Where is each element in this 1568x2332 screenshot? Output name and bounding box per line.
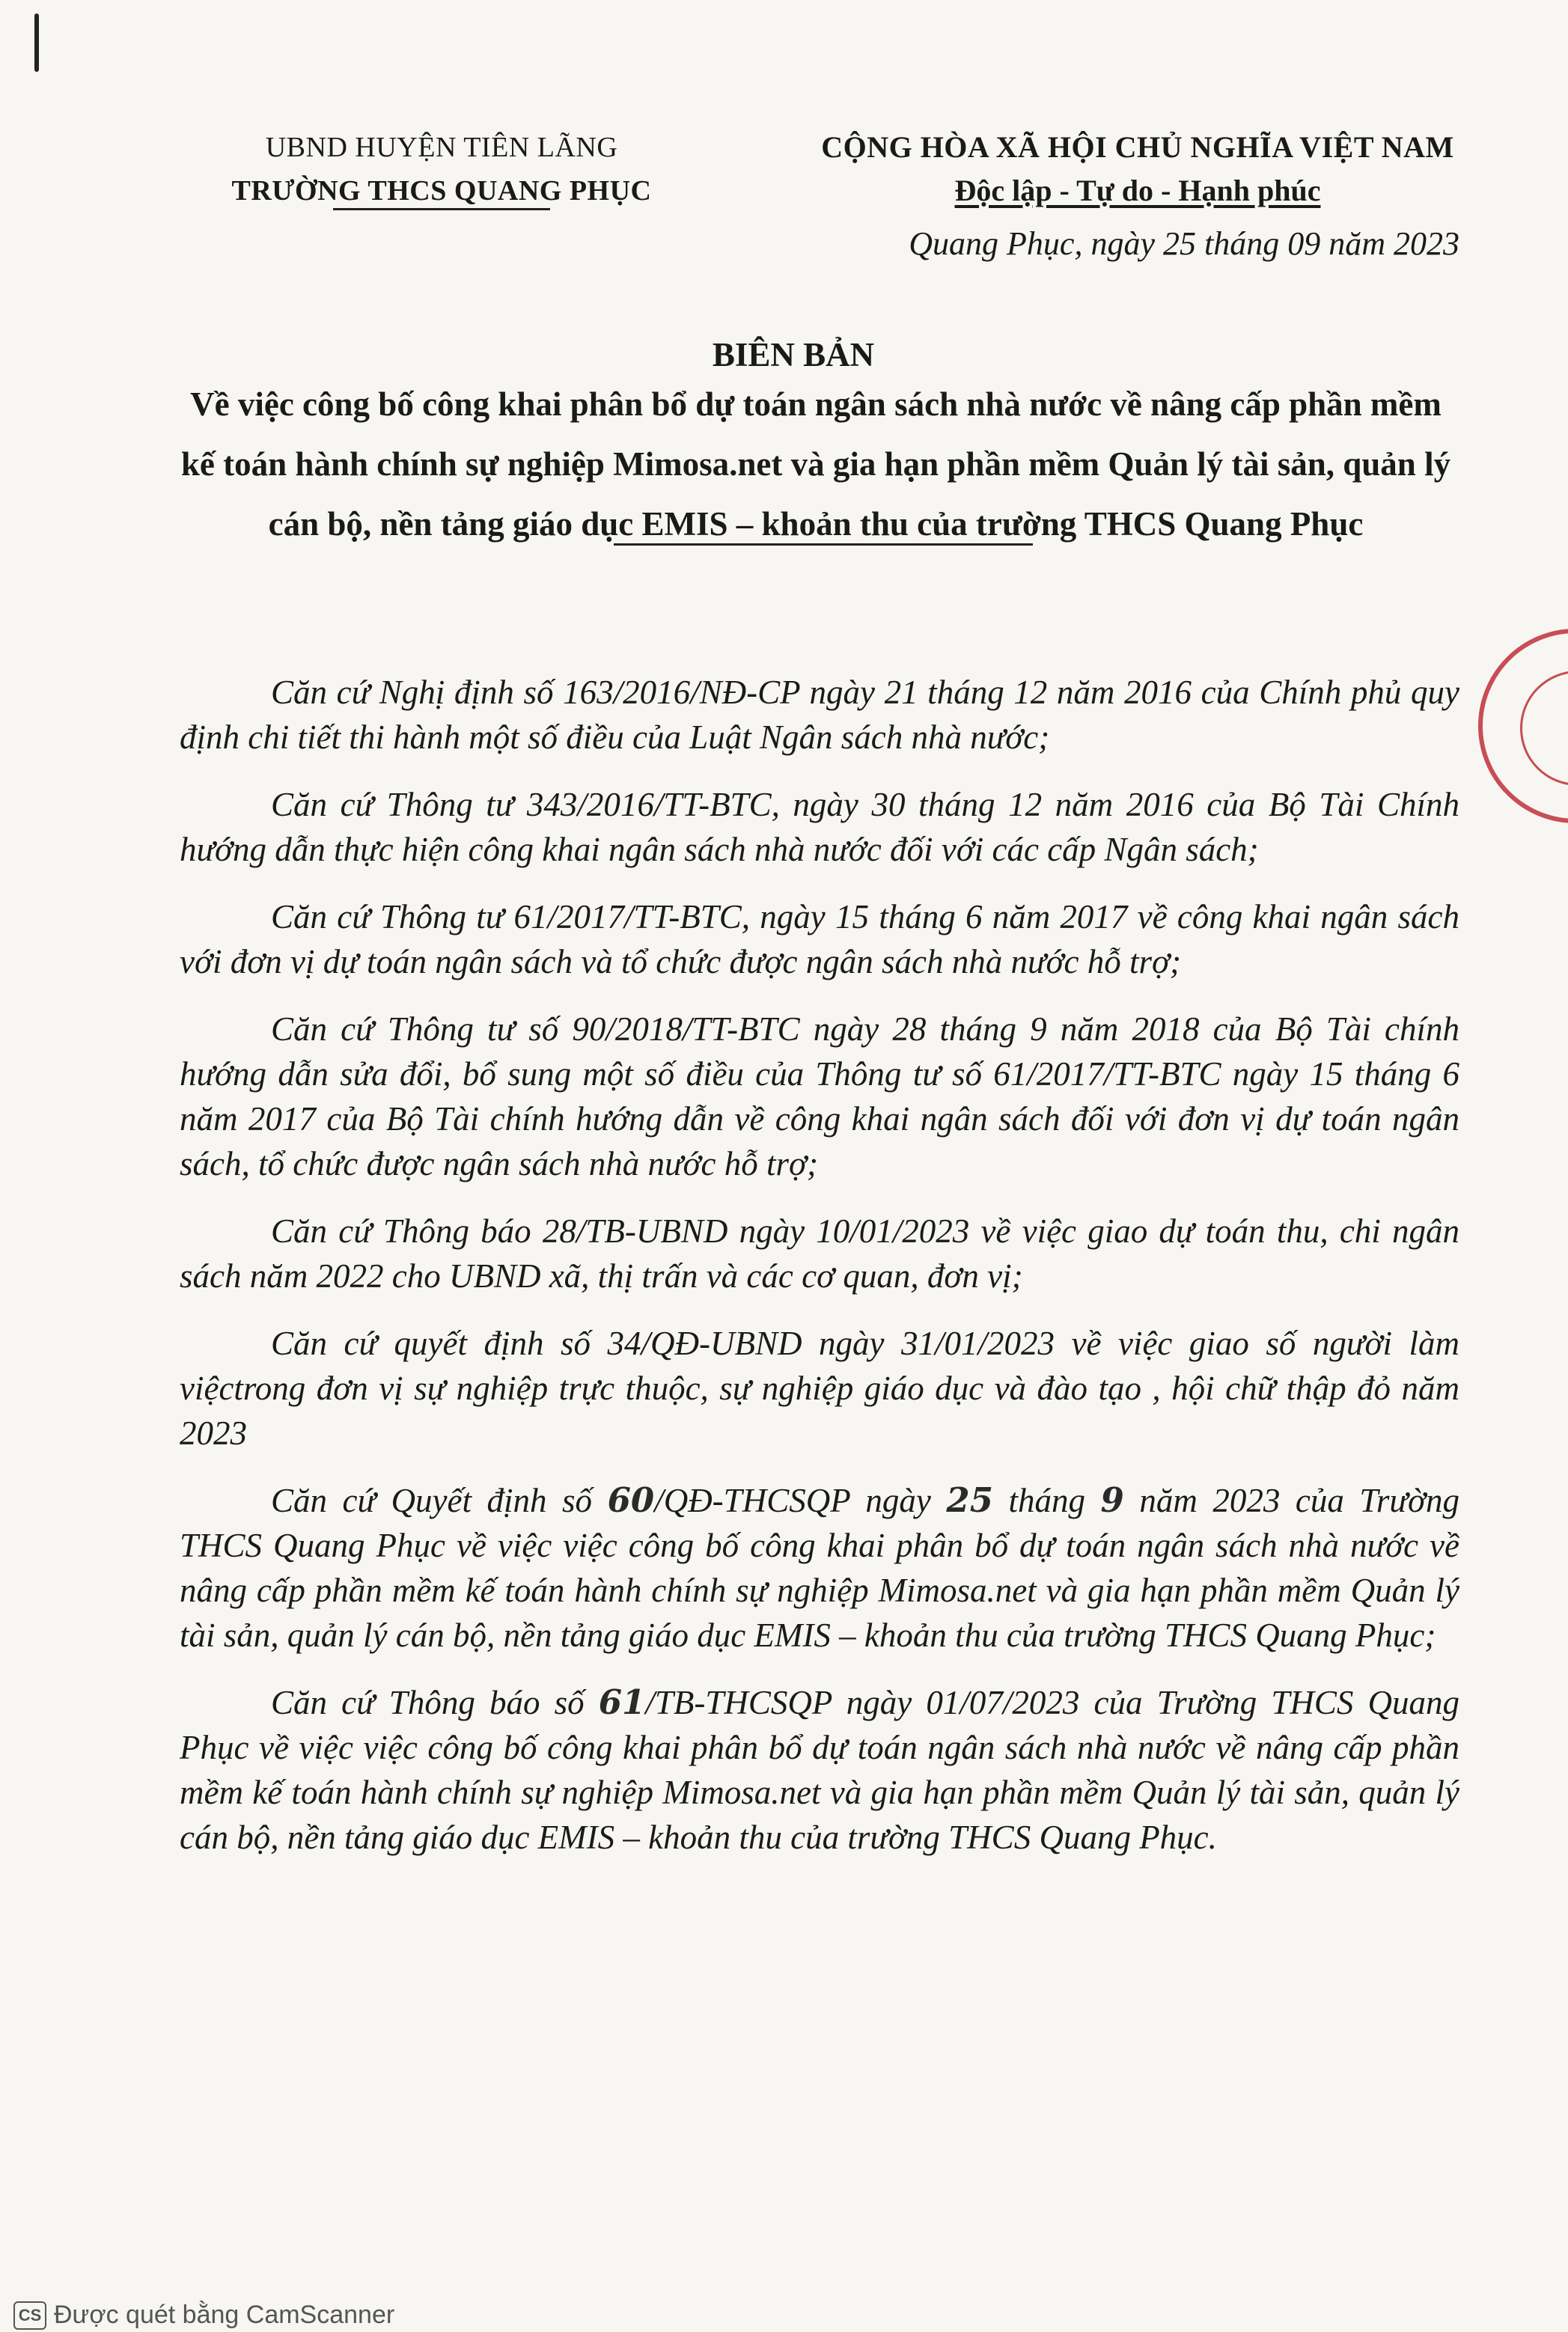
document-subject <box>172 374 1459 546</box>
basis-8-text-a: Căn cứ Thông báo số <box>271 1684 599 1721</box>
legal-basis-1: Căn cứ Nghị định số 163/2016/NĐ-CP ngày 21 tháng 12 năm 2016 của Chính phủ quy định chi tiết thi hành một số điều của Luật Ngân sách nhà nước; <box>180 674 1459 756</box>
basis-7-text-c: tháng <box>993 1482 1101 1519</box>
legal-basis-4: Căn cứ Thông tư số 90/2018/TT-BTC ngày 28 tháng 9 năm 2018 của Bộ Tài chính hướng dẫn sửa đổi, bổ sung một số điều của Thông tư số 61/2017/TT-BTC ngày 15 tháng 6 năm 2017 của Bộ Tài chính hướng dẫn về công khai ngân sách đối với đơn vị dự toán ngân sách, tổ chức được ngân sách nhà nước hỗ trợ; <box>180 1010 1459 1182</box>
legal-basis-6: Căn cứ quyết định số 34/QĐ-UBND ngày 31/01/2023 về việc giao số người làm việctrong đơn vị sự nghiệp trực thuộc, sự nghiệp giáo dục và đào tạo , hội chữ thập đỏ năm 2023 <box>180 1325 1459 1452</box>
subject-underline <box>614 543 1033 546</box>
authority-line: UBND HUYỆN TIÊN LÃNG <box>265 132 618 163</box>
legal-basis-2: Căn cứ Thông tư 343/2016/TT-BTC, ngày 30 tháng 12 năm 2016 của Bộ Tài Chính hướng dẫn thực hiện công khai ngân sách nhà nước đối với các cấp Ngân sách; <box>180 786 1459 868</box>
basis-8-text-b: /TB-THCSQP ngày 01/07/2023 của Trường THCS Quang Phục về việc việc công bố công khai phân bổ dự toán ngân sách nhà nước về nâng cấp phần mềm kế toán hành chính sự nghiệp Mimosa.net và gia hạn phần mềm Quản lý tài sản, quản lý cán bộ, nền tảng giáo dục EMIS – khoản thu của trường THCS Quang Phục. <box>180 1684 1459 1856</box>
official-seal <box>1478 629 1568 823</box>
handwritten-month: 9 <box>1100 1480 1124 1520</box>
national-header <box>778 126 1497 213</box>
legal-basis-3: Căn cứ Thông tư 61/2017/TT-BTC, ngày 15 tháng 6 năm 2017 về công khai ngân sách với đơn vị dự toán ngân sách và tổ chức được ngân sách nhà nước hỗ trợ; <box>180 898 1459 980</box>
nation-title: CỘNG HÒA XÃ HỘI CHỦ NGHĨA VIỆT NAM <box>821 130 1454 164</box>
handwritten-day: 25 <box>946 1480 994 1520</box>
basis-7-text-d: năm 2023 của Trường THCS Quang Phục về việc việc công bố công khai phân bổ dự toán ngân sách nhà nước về nâng cấp phần mềm kế toán hành chính sự nghiệp Mimosa.net và gia hạn phần mềm Quản lý tài sản, quản lý cán bộ, nền tảng giáo dục EMIS – khoản thu của trường THCS Quang Phục; <box>180 1482 1459 1654</box>
basis-7-text-a: Căn cứ Quyết định số <box>271 1482 608 1519</box>
scanner-text: Được quét bằng CamScanner <box>54 2301 395 2329</box>
issuing-authority <box>187 126 696 215</box>
subject-text: Về việc công bố công khai phân bổ dự toán ngân sách nhà nước về nâng cấp phần mềm kế toán hành chính sự nghiệp Mimosa.net và gia hạn phần mềm Quản lý tài sản, quản lý cán bộ, nền tảng giáo dục EMIS – khoản thu của trường THCS Quang Phục <box>180 385 1451 543</box>
seal-inner-ring <box>1520 671 1568 786</box>
school-name: TRƯỜNG THCS QUANG PHỤC <box>231 175 652 207</box>
basis-7-text-b: /QĐ-THCSQP ngày <box>654 1482 947 1519</box>
national-motto: Độc lập - Tự do - Hạnh phúc <box>954 174 1321 207</box>
school-name-underline <box>333 208 550 210</box>
legal-basis-8 <box>180 1680 1459 1860</box>
handwritten-decision-number: 60 <box>607 1480 655 1520</box>
document-title: BIÊN BẢN <box>712 336 875 373</box>
scanner-watermark <box>13 2301 394 2330</box>
pen-mark <box>34 13 39 72</box>
camscanner-logo-icon: CS <box>13 2301 46 2330</box>
legal-basis-7 <box>180 1478 1459 1658</box>
handwritten-notice-number: 61 <box>598 1682 646 1722</box>
document-body <box>180 670 1459 1882</box>
legal-basis-5: Căn cứ Thông báo 28/TB-UBND ngày 10/01/2023 về việc giao dự toán thu, chi ngân sách năm 2022 cho UBND xã, thị trấn và các cơ quan, đơn vị; <box>180 1212 1459 1295</box>
place-date: Quang Phục, ngày 25 tháng 09 năm 2023 <box>909 225 1459 262</box>
